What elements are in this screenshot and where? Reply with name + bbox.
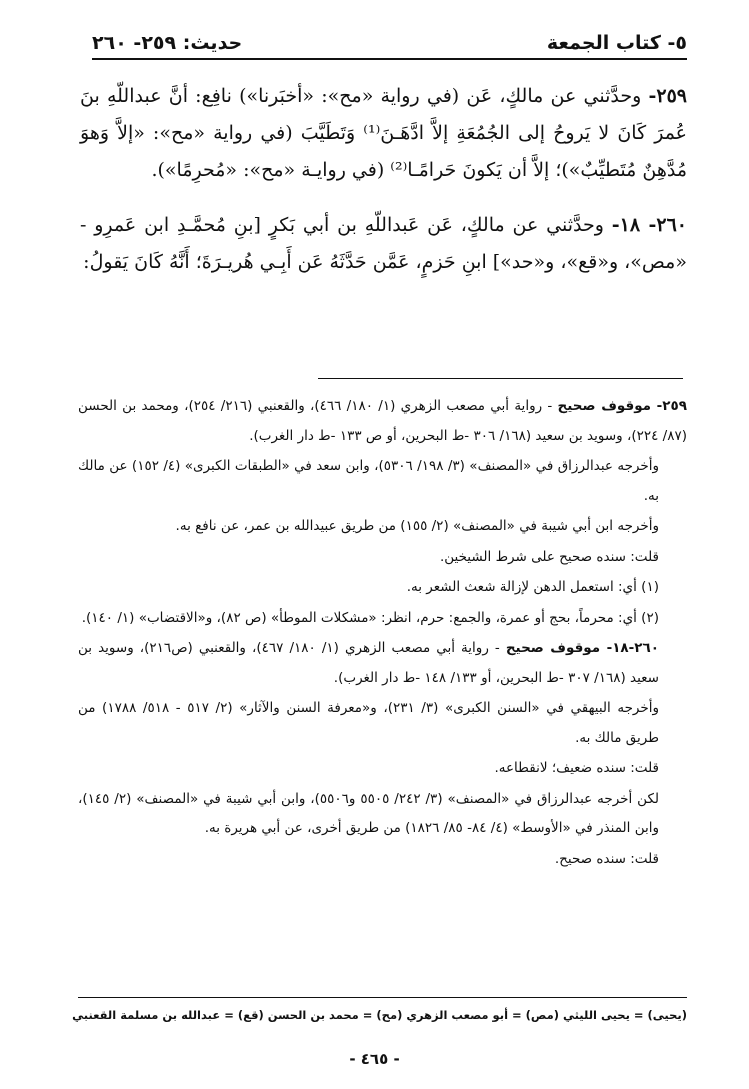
footnote-text: قلت: سنده صحيح. <box>554 850 659 867</box>
footnote-text: لكن أخرجه عبدالرزاق في «المصنف» (٣/ ٢٤٢/ ٥٥٠٥ و٥٥٠٦)، وابن أبي شيبة في «المصنف» (٢/ ١٤٥)، وابن المنذر في «الأوسط» (٤/ ٨٤- ٨٥/ ١٨٢٦) من طريق أخرى، عن أبي هريرة به. <box>78 790 660 836</box>
footnote-paragraph <box>78 604 687 634</box>
hadith-259 <box>80 78 687 189</box>
footnote-paragraph <box>78 694 687 753</box>
hadith-number: ٢٥٩- <box>648 85 687 107</box>
footnote-paragraph <box>78 392 687 451</box>
footnote-text: وأخرجه ابن أبي شيبة في «المصنف» (٢/ ١٥٥) من طريق عبيدالله بن عمر، عن نافع به. <box>175 518 659 534</box>
page-number: - ٤٦٥ - <box>349 1050 400 1068</box>
footnote-text: (٢) أي: محرماً، بحج أو عمرة، والجمع: حرم، انظر: «مشكلات الموطأ» (ص ٨٢)، و«الاقتضاب» (١/ ١٤٠). <box>81 609 659 626</box>
hadith-text: وحدَّثني عن مالكٍ، عَن عَبداللّهِ بن أبي بَكرٍ [بنِ مُحمَّـدِ ابن عَمرِو - «مص»، و«قع»، و«حد»] ابنِ حَزمٍ، عَمَّن حَدَّثَهُ عَن أَبِـي هُريـرَةَ؛ أَنَّهُ كَانَ يَقولُ: <box>80 214 687 273</box>
footnote-text: - رواية أبي مصعب الزهري (١/ ١٨٠/ ٤٦٧)، والقعنبي (ص٢١٦)، وسويد بن سعيد (١٦٨/ ٣٠٧ -ط البحرين، أو ١٣٣/ ١٤٨ -ط دار الغرب). <box>78 640 659 686</box>
footnotes <box>78 392 687 875</box>
footnote-paragraph <box>78 634 687 693</box>
running-header <box>92 28 687 58</box>
footnote-paragraph <box>78 452 687 511</box>
abbreviations-divider <box>78 997 687 998</box>
hadith-260 <box>80 207 687 281</box>
footnote-text: وأخرجه عبدالرزاق في «المصنف» (٣/ ١٩٨/ ٥٣٠٦)، وابن سعد في «الطبقات الكبرى» (٤/ ١٥٢) عن مالك به. <box>78 458 659 504</box>
main-text <box>80 78 687 299</box>
footnote-text: قلت: سنده صحيح على شرط الشيخين. <box>439 548 659 565</box>
footnote-paragraph <box>78 845 687 875</box>
footnote-paragraph <box>78 573 687 603</box>
footnote-text: - رواية أبي مصعب الزهري (١/ ١٨٠/ ٤٦٦)، والقعنبي (٢١٦/ ٢٥٤)، ومحمد بن الحسن (٨٧/ ٢٢٤)، وسويد بن سعيد (١٦٨/ ٣٠٦ -ط البحرين، أو ص ١٣٣ -ط دار الغرب). <box>78 398 687 444</box>
footnote-divider <box>318 378 683 379</box>
footnote-paragraph <box>78 543 687 573</box>
chapter-title: ٥- كتاب الجمعة <box>546 32 687 54</box>
hadith-text: وحدَّثني عن مالكٍ، عَن (في رواية «مح»: «أخبَرنا») نافِع: أنَّ عبداللّهِ بنَ عُمرَ كَانَ لا يَروحُ إلى الجُمُعَةِ إلاَّ ادَّهَـنَ⁽¹⁾ وَتَطَيَّبَ (في رواية «مح»: «إلاَّ وَهوَ مُدَّهِنٌ مُتَطيِّبٌ»)؛ إلاَّ أن يَكونَ حَرامًـا⁽²⁾ (في روايـة «مح»: «مُحرِمًا»). <box>80 85 688 181</box>
abbreviations-key: (يحيى) = يحيى الليثي (مص) = أبو مصعب الزهري (مح) = محمد بن الحسن (قع) = عبدالله بن مسلمة القعنبي <box>72 1008 687 1022</box>
footnote-paragraph <box>78 512 687 542</box>
hadith-number: ٢٦٠- ١٨- <box>611 214 687 236</box>
footnote-text: قلت: سنده ضعيف؛ لانقطاعه. <box>494 760 659 776</box>
footnote-paragraph <box>78 785 687 844</box>
footnote-lead: ٢٥٩- موقوف صحيح <box>557 398 688 414</box>
footnote-paragraph <box>78 754 687 784</box>
footnote-text: (١) أي: استعمل الدهن لإزالة شعث الشعر به. <box>406 579 659 595</box>
footnote-text: وأخرجه البيهقي في «السنن الكبرى» (٣/ ٢٣١)، و«معرفة السنن والآثار» (٢/ ٥١٧ - ٥١٨/ ١٧٨٨) من طريق مالك به. <box>78 700 659 746</box>
footnote-lead: ٢٦٠-١٨- موقوف صحيح <box>505 640 660 656</box>
header-divider <box>92 58 687 60</box>
hadith-range: حديث: ٢٥٩- ٢٦٠ <box>92 32 243 54</box>
